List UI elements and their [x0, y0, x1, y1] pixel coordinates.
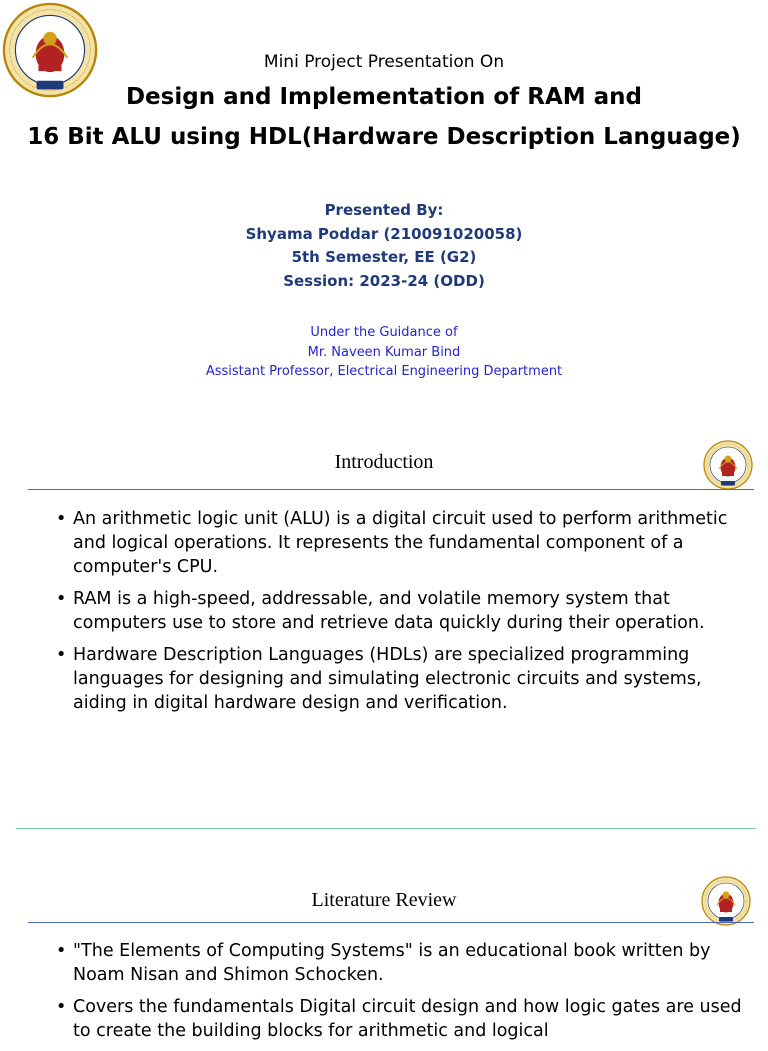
introduction-heading: Introduction: [334, 451, 434, 473]
bullet-icon: •: [56, 589, 67, 609]
presented-by-label: Presented By:: [324, 201, 444, 219]
slide-separator: [16, 828, 756, 829]
bullet-icon: •: [56, 509, 67, 529]
guide-name: Mr. Naveen Kumar Bind: [307, 344, 461, 360]
bullet-icon: •: [56, 941, 67, 961]
presenter-name: Shyama Poddar (210091020058): [245, 224, 523, 243]
list-item: • Covers the fundamentals Digital circuit design and how logic gates are used to create the building blocks for arithmetic and logical: [56, 997, 742, 1041]
heading-rule: [28, 922, 754, 923]
presentation-title-line-2: 16 Bit ALU using HDL(Hardware Description Language): [27, 124, 741, 150]
presenter-info: [0, 199, 768, 293]
guidance-info: [0, 323, 768, 382]
literature-review-heading: Literature Review: [311, 889, 457, 911]
bullet-icon: •: [56, 997, 67, 1017]
list-item: • RAM is a high-speed, addressable, and volatile memory system that computers use to store and retrieve data quickly during their operation.: [56, 589, 705, 633]
list-item: • "The Elements of Computing Systems" is an educational book written by Noam Nisan and Shimon Schocken.: [56, 941, 711, 985]
presenter-semester: 5th Semester, EE (G2): [291, 248, 477, 266]
institute-logo-small: [703, 440, 753, 490]
institute-logo-small: [701, 876, 751, 926]
heading-rule: [28, 489, 754, 490]
list-item: • An arithmetic logic unit (ALU) is a digital circuit used to perform arithmetic and logical operations. It represents the fundamental component of a computer's CPU.: [56, 509, 728, 577]
guide-designation: Assistant Professor, Electrical Engineering Department: [205, 364, 563, 379]
presentation-title-line-1: Design and Implementation of RAM and: [125, 84, 643, 110]
presentation-subtitle: Mini Project Presentation On: [263, 52, 505, 72]
presenter-session: Session: 2023-24 (ODD): [283, 271, 485, 290]
list-item: • Hardware Description Languages (HDLs) are specialized programming languages for designing and simulating electronic circuits and systems, aiding in digital hardware design and verification.: [56, 645, 702, 713]
literature-review-bullets: [56, 939, 746, 1051]
introduction-bullets: [56, 507, 746, 723]
bullet-icon: •: [56, 645, 67, 665]
guidance-label: Under the Guidance of: [310, 325, 458, 340]
